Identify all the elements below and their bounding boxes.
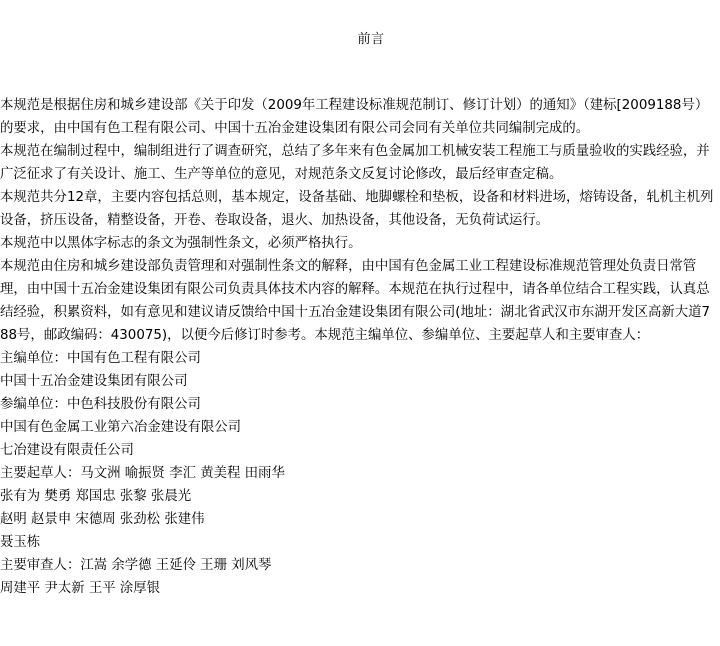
participating-unit-2: 中国有色金属工业第六冶金建设有限公司 <box>0 420 242 435</box>
drafters-line-2: 张有为 樊勇 郑国忠 张黎 张晨光 <box>0 489 192 504</box>
paragraph-contents: 本规范共分12章，主要内容包括总则，基本规定，设备基础、地脚螺栓和垫板，设备和材料进场，熔铸设备，轧机主机列设备，挤压设备，精整设备，开卷、卷取设备，退火、加热设备，其他设备，无负荷试运行。 <box>0 190 714 228</box>
reviewers-line-2: 周建平 尹太新 王平 涂厚银 <box>0 581 161 596</box>
reviewers-line-1: 主要审查人：江嵩 余学德 王延伶 王珊 刘风琴 <box>0 558 272 573</box>
paragraph-mandatory: 本规范中以黑体字标志的条文为强制性条文，必须严格执行。 <box>0 236 362 251</box>
participating-unit: 参编单位：中色科技股份有限公司 <box>0 397 201 412</box>
paragraph-compilation: 本规范在编制过程中，编制组进行了调查研究，总结了多年来有色金属加工机械安装工程施工与质量验收的实践经验，并广泛征求了有关设计、施工、生产等单位的意见，对规范条文反复讨论修改，最后经审查定稿。 <box>0 144 710 182</box>
drafters-line-1: 主要起草人：马文洲 喻振贤 李汇 黄美程 田雨华 <box>0 466 285 481</box>
document-title: 前言 <box>357 32 385 47</box>
drafters-line-4: 聂玉栋 <box>0 535 41 550</box>
chief-editor-unit-2: 中国十五冶金建设集团有限公司 <box>0 374 188 389</box>
drafters-line-3: 赵明 赵景申 宋德周 张劲松 张建伟 <box>0 512 205 527</box>
paragraph-management: 本规范由住房和城乡建设部负责管理和对强制性条文的解释，由中国有色金属工业工程建设标准规范管理处负责日常管理，由中国十五冶金建设集团有限公司负责具体技术内容的解释。本规范在执行过程中，请各单位结合工程实践，认真总结经验，积累资料，如有意见和建议请反馈给中国十五冶金建设集团有限公司(地址：湖北省武汉市东湖开发区高新大道788号，邮政编码：430075)，以便今后修订时参考。本规范主编单位、参编单位、主要起草人和主要审查人： <box>0 259 711 343</box>
paragraph-basis: 本规范是根据住房和城乡建设部《关于印发（2009年工程建设标准规范制订、修订计划）的通知》（建标[2009188号）的要求，由中国有色工程有限公司、中国十五冶金建设集团有限公司会同有关单位共同编制完成的。 <box>0 98 709 136</box>
chief-editor-unit: 主编单位：中国有色工程有限公司 <box>0 351 201 366</box>
participating-unit-3: 七冶建设有限责任公司 <box>0 443 134 458</box>
document-body <box>0 94 718 600</box>
